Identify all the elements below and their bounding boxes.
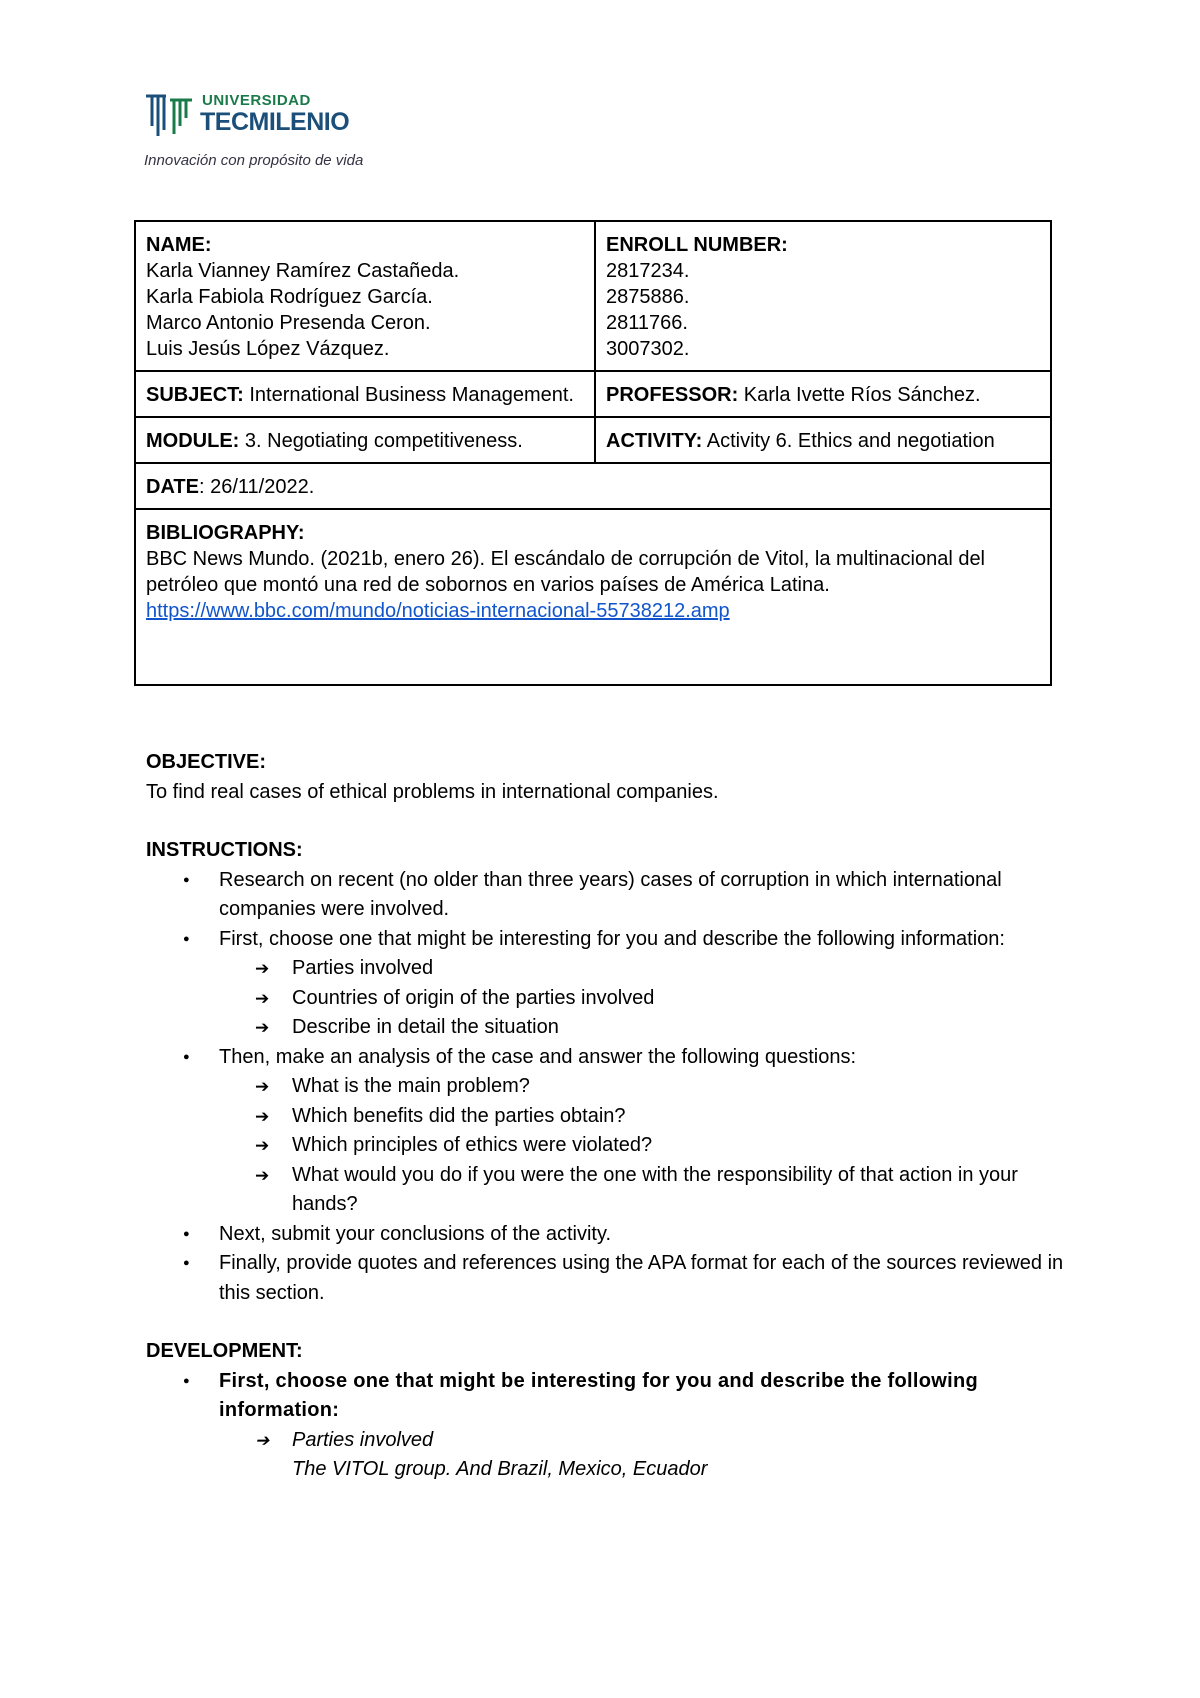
enroll-label: ENROLL NUMBER: <box>606 234 788 256</box>
sub-list-item: ➔ Which principles of ethics were violated? <box>219 1131 1066 1161</box>
sub-list-item: ➔ Describe in detail the situation <box>219 1013 1066 1043</box>
list-item-text: First, choose one that might be interesting for you and describe the following information: <box>219 1369 979 1421</box>
names-cell <box>135 221 595 371</box>
list-item <box>146 925 1066 1043</box>
list-item-text: First, choose one that might be interesting for you and describe the following information: <box>219 927 1005 950</box>
name-line: Karla Fabiola Rodríguez García. <box>146 286 433 308</box>
name-line: Marco Antonio Presenda Ceron. <box>146 312 431 334</box>
sub-item-answer: The VITOL group. And Brazil, Mexico, Ecuador <box>292 1458 708 1480</box>
module-value: 3. Negotiating competitiveness. <box>239 430 523 452</box>
subject-cell <box>135 371 595 417</box>
sub-list-item: ➔ Countries of origin of the parties involved <box>219 984 1066 1014</box>
professor-value: Karla Ivette Ríos Sánchez. <box>738 384 981 406</box>
activity-cell <box>595 417 1051 463</box>
tecmilenio-emblem-icon <box>144 90 196 140</box>
list-item-text: Finally, provide quotes and references using the APA format for each of the sources reviewed in this section. <box>219 1252 1064 1304</box>
bibliography-link[interactable]: https://www.bbc.com/mundo/noticias-internacional-55738212.amp <box>146 600 730 622</box>
sub-list <box>219 1072 1066 1220</box>
sub-list-item: ➔ What is the main problem? <box>219 1072 1066 1102</box>
date-value: : 26/11/2022. <box>198 476 315 498</box>
list-item <box>146 1220 1066 1250</box>
sub-list-item: ➔ What would you do if you were the one with the responsibility of that action in your hands? <box>219 1161 1066 1220</box>
bibliography-label: BIBLIOGRAPHY: <box>146 522 305 544</box>
list-item-text: Next, submit your conclusions of the activity. <box>219 1222 612 1245</box>
development-heading: DEVELOPMENT: <box>146 1340 303 1362</box>
subject-value: International Business Management. <box>243 384 574 406</box>
module-label: MODULE: <box>146 430 240 452</box>
sub-list <box>219 954 1066 1043</box>
activity-value: Activity 6. Ethics and negotiation <box>702 430 995 452</box>
name-line: Luis Jesús López Vázquez. <box>146 338 390 360</box>
enroll-number: 2817234. <box>606 260 690 282</box>
objective-text: To find real cases of ethical problems in international companies. <box>146 780 719 803</box>
objective-heading: OBJECTIVE: <box>146 751 267 773</box>
logo-tecmilenio-text: TECMILENIO <box>200 108 350 136</box>
enroll-number: 2875886. <box>606 286 690 308</box>
name-label: NAME: <box>146 234 212 256</box>
list-item <box>146 866 1066 925</box>
instructions-heading: INSTRUCTIONS: <box>146 839 303 861</box>
module-cell <box>135 417 595 463</box>
info-table <box>134 220 1052 686</box>
subject-label: SUBJECT: <box>146 384 244 406</box>
logo-tagline: Innovación con propósito de vida <box>144 152 364 169</box>
sub-list-item <box>219 1426 1066 1485</box>
enroll-number: 2811766. <box>606 312 688 334</box>
bibliography-cell <box>135 509 1051 685</box>
list-item <box>146 1249 1066 1308</box>
sub-list-item: ➔ Which benefits did the parties obtain? <box>219 1102 1066 1132</box>
activity-label: ACTIVITY: <box>606 430 703 452</box>
professor-cell <box>595 371 1051 417</box>
enroll-number: 3007302. <box>606 338 690 360</box>
name-line: Karla Vianney Ramírez Castañeda. <box>146 260 460 282</box>
date-label: DATE <box>146 476 199 498</box>
date-cell <box>135 463 1051 509</box>
instructions-list <box>146 866 1066 1309</box>
development-list <box>146 1367 1066 1485</box>
bibliography-text: BBC News Mundo. (2021b, enero 26). El escándalo de corrupción de Vitol, la multinacional del petróleo que montó una red de sobornos en varios países de América Latina. <box>146 548 986 596</box>
university-logo <box>144 86 384 176</box>
sub-list <box>219 1426 1066 1485</box>
sub-item-title: ➔ Parties involved <box>292 1428 434 1451</box>
list-item <box>146 1367 1066 1485</box>
professor-label: PROFESSOR: <box>606 384 739 406</box>
enroll-cell <box>595 221 1051 371</box>
document-body <box>146 748 1066 1485</box>
list-item <box>146 1043 1066 1220</box>
list-item-text: Research on recent (no older than three years) cases of corruption in which international companies were involved. <box>219 868 1002 920</box>
list-item-text: Then, make an analysis of the case and answer the following questions: <box>219 1045 857 1068</box>
sub-list-item: ➔ Parties involved <box>219 954 1066 984</box>
logo-university-text: UNIVERSIDAD <box>202 92 311 109</box>
